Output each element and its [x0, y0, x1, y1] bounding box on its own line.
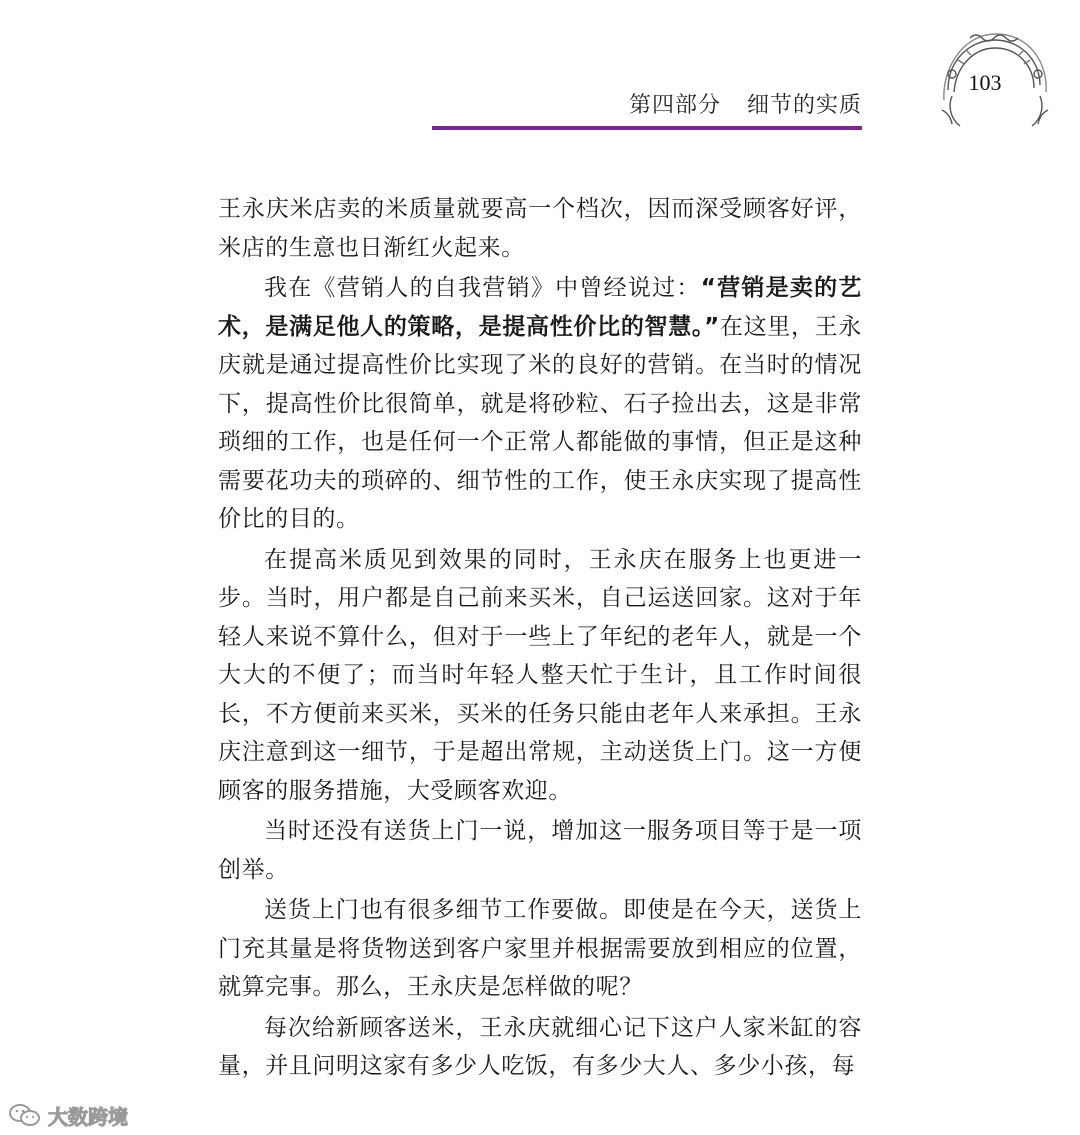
header-rule [432, 126, 862, 130]
paragraph-1: 王永庆米店卖的米质量就要高一个档次，因而深受顾客好评，米店的生意也日渐红火起来。 [218, 196, 862, 261]
paragraph-2 [218, 269, 862, 539]
running-head-title [629, 88, 862, 119]
wechat-logo-icon [8, 1102, 42, 1128]
paragraph-4: 当时还没有送货上门一说，增加这一服务项目等于是一项创举。 [218, 818, 862, 883]
section-label: 第四部分 [628, 93, 721, 118]
paragraph-2-rest: 在这里，王永庆就是通过提高性价比实现了米的良好的营销。在当时的情况下，提高性价比很简单，就是将砂粒、石子捡出去，这是非常琐细的工作，也是任何一个正常人都能做的事情，但正是这种需要花功夫的琐碎的、细节性的工作，使王永庆实现了提高性价比的目的。 [218, 313, 862, 532]
paragraph-3: 在提高米质见到效果的同时，王永庆在服务上也更进一步。当时，用户都是自己前来买米，自己运送回家。这对于年轻人来说不算什么，但对于一些上了年纪的老年人，就是一个大大的不便了；而当时年轻人整天忙于生计，且工作时间很长，不方便前来买米，买米的任务只能由老年人来承担。王永庆注意到这一细节，于是超出常规，主动送货上门。这一方便顾客的服务措施，大受顾客欢迎。 [218, 546, 862, 804]
paragraph-5: 送货上门也有很多细节工作要做。即使是在今天，送货上门充其量是将货物送到客户家里并根据需要放到相应的位置，就算完事。那么，王永庆是怎样做的呢？ [218, 897, 862, 1000]
page-number: 103 [968, 70, 1002, 95]
quote-bold: “营销是卖的艺术，是满足他人的策略，是提高性价比的智慧。” [218, 275, 862, 340]
running-header [432, 84, 862, 130]
watermark-text: 大数跨境 [48, 1104, 128, 1129]
paragraph-2-lead: 我在《营销人的自我营销》中曾经说过： [264, 275, 701, 301]
chapter-label: 细节的实质 [746, 93, 862, 118]
paragraph-6: 每次给新顾客送米，王永庆就细心记下这户人家米缸的容量，并且问明这家有多少人吃饭，有多少大人、多少小孩，每 [218, 1014, 862, 1079]
watermark [8, 1098, 128, 1132]
page-body [218, 190, 862, 1088]
